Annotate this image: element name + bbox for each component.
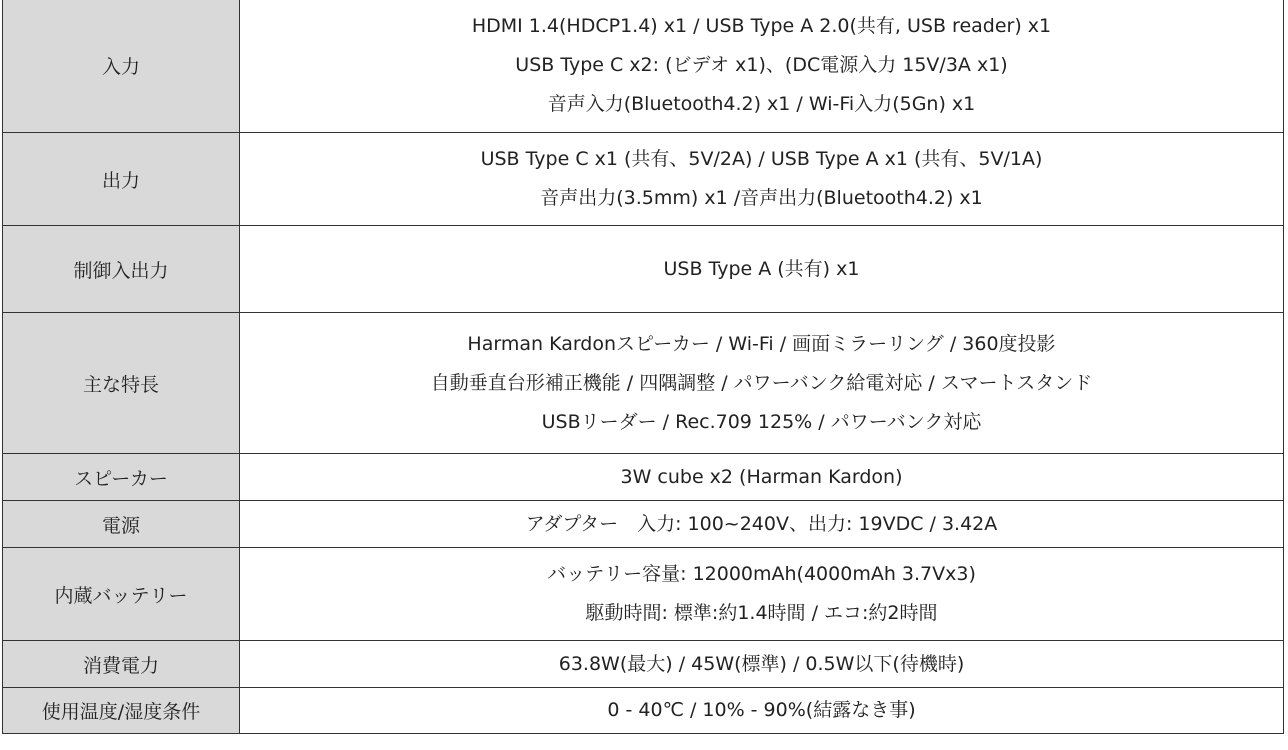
- spec-value: [240, 226, 1284, 313]
- spec-value-line: 自動垂直台形補正機能 / 四隅調整 / パワーバンク給電対応 / スマートスタンド: [430, 371, 1093, 394]
- spec-value-line: 音声出力(3.5mm) x1 /音声出力(Bluetooth4.2) x1: [540, 187, 983, 209]
- spec-label: 消費電力: [3, 641, 240, 688]
- spec-value-line: USB Type C x1 (共有、5V/2A) / USB Type A x1 (共有、5V/1A): [480, 148, 1043, 170]
- spec-value: [240, 133, 1284, 226]
- spec-row-power-supply: [3, 501, 1284, 548]
- spec-value: [240, 454, 1284, 501]
- spec-value-line: USBリーダー / Rec.709 125% / パワーバンク対応: [541, 410, 982, 433]
- spec-table: [2, 0, 1284, 734]
- spec-value-line: 0 - 40℃ / 10% - 90%(結露なき事): [607, 699, 916, 721]
- spec-label: 主な特長: [3, 313, 240, 454]
- spec-row-speaker: [3, 454, 1284, 501]
- spec-value: [240, 501, 1284, 548]
- spec-value-line: 3W cube x2 (Harman Kardon): [620, 465, 903, 488]
- spec-value-line: バッテリー容量: 12000mAh(4000mAh 3.7Vx3): [547, 563, 976, 585]
- spec-value-line: Harman Kardonスピーカー / Wi-Fi / 画面ミラーリング / 360度投影: [467, 332, 1056, 355]
- spec-row-control-io: [3, 226, 1284, 313]
- spec-value-line: アダプター 入力: 100~240V、出力: 19VDC / 3.42A: [525, 512, 998, 535]
- spec-value: [240, 641, 1284, 688]
- spec-value-line: USB Type A (共有) x1: [663, 257, 860, 280]
- spec-value-line: HDMI 1.4(HDCP1.4) x1 / USB Type A 2.0(共有, USB reader) x1: [471, 15, 1052, 37]
- spec-value-line: USB Type C x2: (ビデオ x1)、(DC電源入力 15V/3A x1): [515, 54, 1008, 76]
- spec-label: 内蔵バッテリー: [3, 548, 240, 641]
- spec-label: 電源: [3, 501, 240, 548]
- spec-value: [240, 548, 1284, 641]
- spec-value-line: 音声入力(Bluetooth4.2) x1 / Wi-Fi入力(5Gn) x1: [547, 93, 976, 115]
- spec-row-operating-conditions: [3, 688, 1284, 734]
- spec-label: 出力: [3, 133, 240, 226]
- spec-label: 入力: [3, 0, 240, 133]
- spec-row-battery: [3, 548, 1284, 641]
- spec-value-line: 63.8W(最大) / 45W(標準) / 0.5W以下(待機時): [558, 652, 965, 675]
- spec-label: 制御入出力: [3, 226, 240, 313]
- spec-value: [240, 313, 1284, 454]
- spec-label: 使用温度/湿度条件: [3, 688, 240, 734]
- spec-row-features: [3, 313, 1284, 454]
- spec-value: [240, 0, 1284, 133]
- spec-value-line: 駆動時間: 標準:約1.4時間 / エコ:約2時間: [585, 602, 938, 624]
- spec-value: [240, 688, 1284, 734]
- spec-label: スピーカー: [3, 454, 240, 501]
- spec-row-input: [3, 0, 1284, 133]
- spec-row-output: [3, 133, 1284, 226]
- spec-row-power-consumption: [3, 641, 1284, 688]
